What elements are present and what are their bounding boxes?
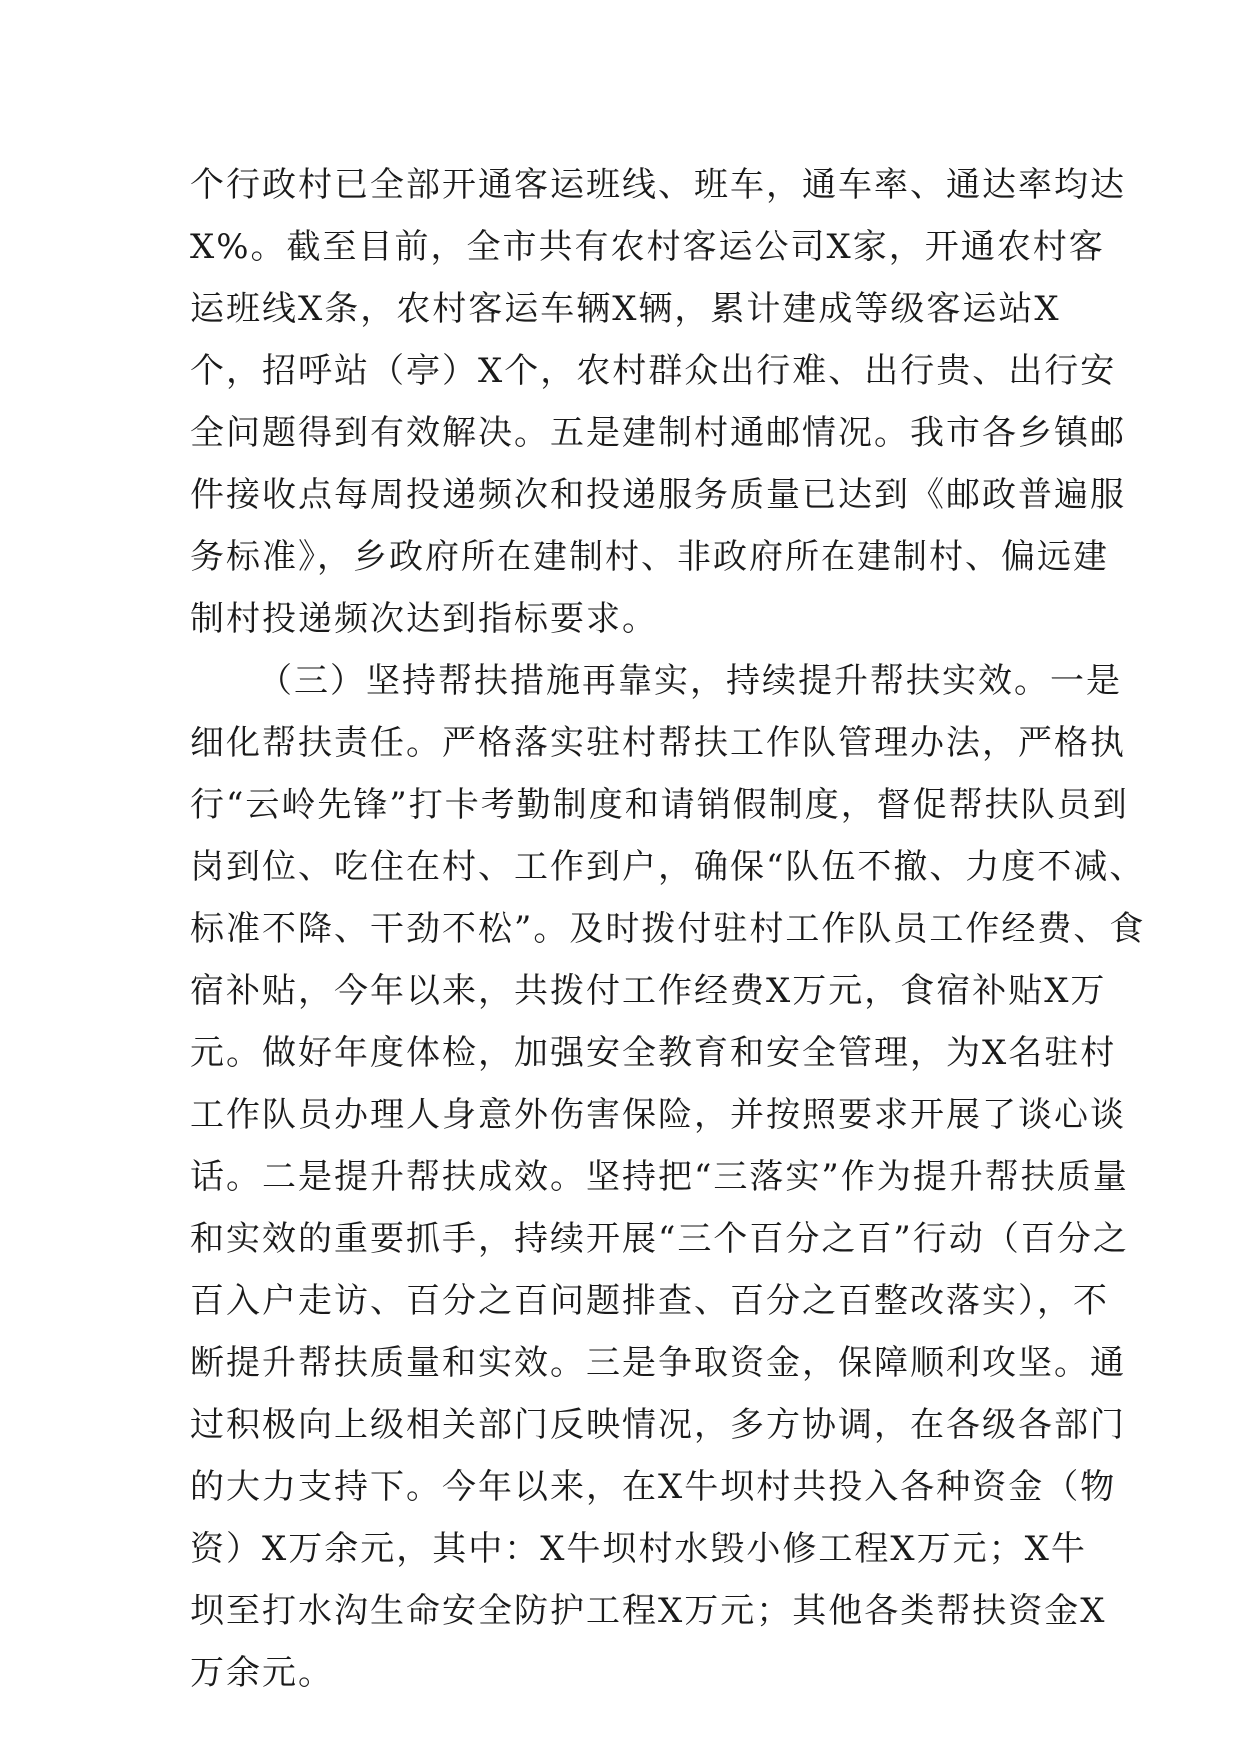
text-line: 制村投递频次达到指标要求。 xyxy=(190,599,658,639)
text-line: 务标准》，乡政府所在建制村、非政府所在建制村、偏远建 xyxy=(190,537,1109,577)
text-line: 工作队员办理人身意外伤害保险，并按照要求开展了谈心谈 xyxy=(190,1095,1126,1135)
text-line: 断提升帮扶质量和实效。三是争取资金，保障顺利攻坚。通 xyxy=(190,1343,1126,1383)
text-line: 岗到位、吃住在村、工作到户，确保“队伍不撤、力度不减、 xyxy=(190,847,1146,887)
text-line: 细化帮扶责任。严格落实驻村帮扶工作队管理办法，严格执 xyxy=(190,723,1126,763)
text-line: 万余元。 xyxy=(190,1653,334,1693)
text-line: 运班线X条，农村客运车辆X辆，累计建成等级客运站X xyxy=(190,289,1061,329)
text-line: 过积极向上级相关部门反映情况，多方协调，在各级各部门 xyxy=(190,1405,1126,1445)
section-heading-line: （三）坚持帮扶措施再靠实，持续提升帮扶实效。一是 xyxy=(258,661,1122,701)
text-line: 资）X万余元，其中：X牛坝村水毁小修工程X万元；X牛 xyxy=(190,1529,1087,1569)
text-line: 行“云岭先锋”打卡考勤制度和请销假制度，督促帮扶队员到 xyxy=(190,785,1129,825)
text-line: 元。做好年度体检，加强安全教育和安全管理，为X名驻村 xyxy=(190,1033,1117,1073)
text-line: 和实效的重要抓手，持续开展“三个百分之百”行动（百分之 xyxy=(190,1219,1129,1259)
text-line: 坝至打水沟生命安全防护工程X万元；其他各类帮扶资金X xyxy=(190,1591,1107,1631)
text-line: 百入户走访、百分之百问题排查、百分之百整改落实），不 xyxy=(190,1281,1109,1321)
text-line: 全问题得到有效解决。五是建制村通邮情况。我市各乡镇邮 xyxy=(190,413,1126,453)
text-line: 宿补贴，今年以来，共拨付工作经费X万元，食宿补贴X万 xyxy=(190,971,1107,1011)
text-line: 个，招呼站（亭）X个，农村群众出行难、出行贵、出行安 xyxy=(190,351,1117,391)
text-line: 件接收点每周投递频次和投递服务质量已达到《邮政普遍服 xyxy=(190,475,1126,515)
text-line: 的大力支持下。今年以来，在X牛坝村共投入各种资金（物 xyxy=(190,1467,1117,1507)
text-line: 话。二是提升帮扶成效。坚持把“三落实”作为提升帮扶质量 xyxy=(190,1157,1129,1197)
text-line: 标准不降、干劲不松”。及时拨付驻村工作队员工作经费、食 xyxy=(190,909,1146,949)
text-line: X%。截至目前，全市共有农村客运公司X家，开通农村客 xyxy=(190,227,1105,267)
text-line: 个行政村已全部开通客运班线、班车，通车率、通达率均达 xyxy=(190,165,1126,205)
